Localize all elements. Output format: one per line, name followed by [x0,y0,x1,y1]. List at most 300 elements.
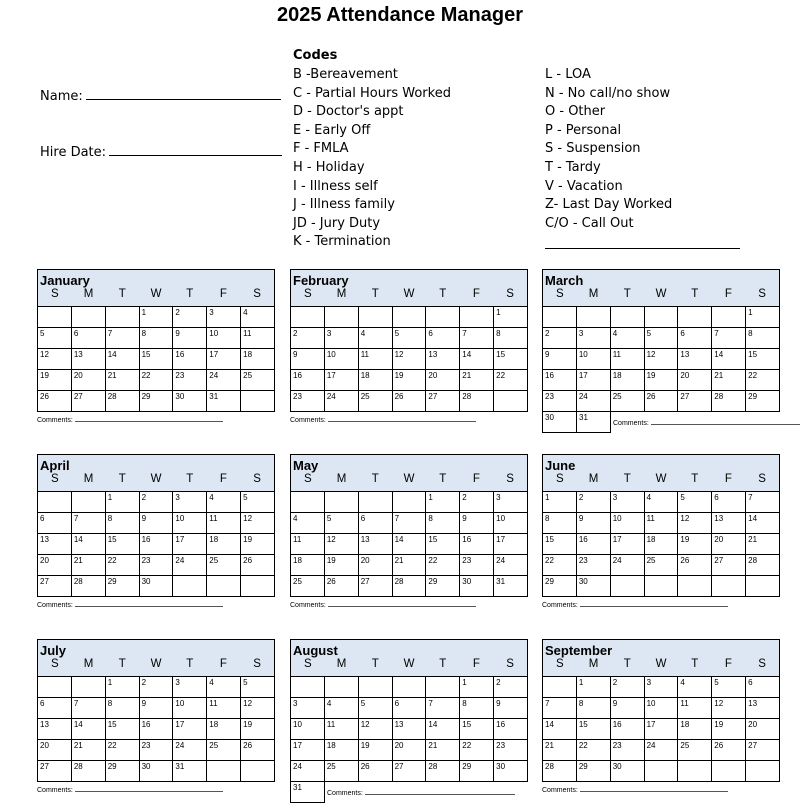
day-cell[interactable] [543,677,577,698]
day-cell[interactable]: 20 [746,719,780,740]
day-cell[interactable]: 13 [38,534,72,555]
day-cell[interactable]: 29 [106,576,140,597]
day-cell[interactable]: 25 [611,391,645,412]
day-cell[interactable]: 15 [426,534,460,555]
day-cell[interactable]: 11 [291,534,325,555]
name-field[interactable] [40,87,281,104]
day-cell[interactable]: 23 [460,555,494,576]
comments-field[interactable] [613,418,800,427]
day-cell[interactable]: 11 [207,513,241,534]
day-cell[interactable] [241,576,275,597]
comments-line[interactable] [75,785,223,792]
day-cell[interactable]: 14 [72,719,106,740]
day-cell[interactable]: 30 [140,761,174,782]
day-cell[interactable]: 2 [543,328,577,349]
day-cell[interactable]: 30 [140,576,174,597]
day-cell[interactable]: 29 [746,391,780,412]
day-cell[interactable]: 10 [494,513,528,534]
day-cell[interactable]: 13 [746,698,780,719]
day-cell[interactable]: 26 [241,740,275,761]
day-cell[interactable]: 13 [359,534,393,555]
day-cell[interactable]: 31 [577,412,611,433]
day-cell[interactable] [577,307,611,328]
day-cell[interactable]: 16 [460,534,494,555]
day-cell[interactable]: 1 [543,492,577,513]
day-cell[interactable]: 24 [291,761,325,782]
day-cell[interactable]: 9 [543,349,577,370]
day-cell[interactable]: 30 [460,576,494,597]
day-cell[interactable]: 1 [106,677,140,698]
day-cell[interactable] [291,307,325,328]
day-cell[interactable] [241,761,275,782]
day-cell[interactable]: 20 [38,740,72,761]
custom-code-line[interactable] [545,248,740,249]
day-cell[interactable]: 23 [140,740,174,761]
day-cell[interactable]: 28 [72,576,106,597]
day-cell[interactable]: 27 [712,555,746,576]
day-cell[interactable]: 17 [577,370,611,391]
day-cell[interactable]: 8 [577,698,611,719]
day-cell[interactable]: 12 [38,349,72,370]
day-cell[interactable]: 9 [460,513,494,534]
day-cell[interactable]: 19 [393,370,427,391]
day-cell[interactable]: 24 [645,740,679,761]
day-cell[interactable]: 25 [241,370,275,391]
day-cell[interactable]: 25 [325,761,359,782]
day-cell[interactable]: 24 [577,391,611,412]
comments-field[interactable] [542,600,780,609]
comments-line[interactable] [580,600,728,607]
day-cell[interactable]: 15 [106,719,140,740]
day-cell[interactable]: 7 [72,698,106,719]
day-cell[interactable]: 25 [291,576,325,597]
day-cell[interactable]: 24 [611,555,645,576]
day-cell[interactable]: 28 [712,391,746,412]
day-cell[interactable]: 19 [241,534,275,555]
day-cell[interactable]: 29 [577,761,611,782]
day-cell[interactable] [712,761,746,782]
day-cell[interactable] [393,492,427,513]
day-cell[interactable]: 15 [746,349,780,370]
day-cell[interactable] [72,492,106,513]
day-cell[interactable]: 19 [359,740,393,761]
day-cell[interactable]: 10 [611,513,645,534]
day-cell[interactable]: 25 [207,740,241,761]
day-cell[interactable]: 23 [140,555,174,576]
day-cell[interactable]: 17 [173,719,207,740]
day-cell[interactable] [72,307,106,328]
day-cell[interactable]: 1 [140,307,174,328]
comments-field[interactable] [290,600,528,609]
day-cell[interactable]: 22 [494,370,528,391]
day-cell[interactable]: 22 [460,740,494,761]
day-cell[interactable]: 27 [359,576,393,597]
day-cell[interactable]: 26 [241,555,275,576]
day-cell[interactable]: 2 [494,677,528,698]
day-cell[interactable]: 17 [291,740,325,761]
day-cell[interactable]: 15 [494,349,528,370]
day-cell[interactable]: 3 [173,492,207,513]
day-cell[interactable]: 26 [645,391,679,412]
day-cell[interactable]: 19 [712,719,746,740]
day-cell[interactable] [359,307,393,328]
comments-line[interactable] [328,415,476,422]
day-cell[interactable]: 8 [106,698,140,719]
day-cell[interactable] [325,677,359,698]
day-cell[interactable]: 8 [746,328,780,349]
day-cell[interactable]: 8 [460,698,494,719]
day-cell[interactable]: 17 [325,370,359,391]
day-cell[interactable]: 12 [241,698,275,719]
day-cell[interactable]: 25 [207,555,241,576]
day-cell[interactable]: 11 [611,349,645,370]
day-cell[interactable]: 24 [207,370,241,391]
day-cell[interactable] [678,576,712,597]
comments-field[interactable] [37,785,275,794]
hire-date-input-line[interactable] [109,143,282,156]
day-cell[interactable]: 18 [241,349,275,370]
day-cell[interactable]: 2 [577,492,611,513]
day-cell[interactable]: 19 [645,370,679,391]
day-cell[interactable]: 19 [241,719,275,740]
day-cell[interactable]: 16 [140,534,174,555]
day-cell[interactable]: 7 [712,328,746,349]
day-cell[interactable]: 19 [325,555,359,576]
day-cell[interactable]: 29 [543,576,577,597]
day-cell[interactable]: 12 [241,513,275,534]
day-cell[interactable]: 5 [38,328,72,349]
day-cell[interactable]: 12 [712,698,746,719]
day-cell[interactable]: 5 [712,677,746,698]
day-cell[interactable]: 9 [291,349,325,370]
day-cell[interactable] [291,677,325,698]
day-cell[interactable]: 21 [72,740,106,761]
day-cell[interactable]: 28 [746,555,780,576]
day-cell[interactable] [460,307,494,328]
day-cell[interactable]: 13 [426,349,460,370]
day-cell[interactable]: 28 [460,391,494,412]
day-cell[interactable] [207,576,241,597]
day-cell[interactable]: 18 [291,555,325,576]
day-cell[interactable]: 21 [543,740,577,761]
day-cell[interactable]: 14 [712,349,746,370]
name-input-line[interactable] [86,87,281,100]
day-cell[interactable]: 7 [746,492,780,513]
day-cell[interactable]: 18 [207,534,241,555]
day-cell[interactable]: 26 [393,391,427,412]
day-cell[interactable]: 27 [72,391,106,412]
day-cell[interactable]: 2 [140,492,174,513]
day-cell[interactable]: 5 [393,328,427,349]
day-cell[interactable] [106,307,140,328]
day-cell[interactable]: 17 [494,534,528,555]
day-cell[interactable]: 21 [426,740,460,761]
day-cell[interactable]: 16 [577,534,611,555]
day-cell[interactable]: 23 [611,740,645,761]
day-cell[interactable]: 3 [207,307,241,328]
day-cell[interactable] [173,576,207,597]
day-cell[interactable]: 8 [140,328,174,349]
day-cell[interactable]: 28 [106,391,140,412]
day-cell[interactable]: 22 [426,555,460,576]
day-cell[interactable]: 27 [426,391,460,412]
day-cell[interactable]: 17 [611,534,645,555]
day-cell[interactable]: 1 [106,492,140,513]
day-cell[interactable]: 18 [325,740,359,761]
day-cell[interactable]: 20 [72,370,106,391]
day-cell[interactable]: 24 [325,391,359,412]
day-cell[interactable]: 9 [577,513,611,534]
day-cell[interactable] [678,761,712,782]
day-cell[interactable]: 26 [359,761,393,782]
day-cell[interactable]: 14 [426,719,460,740]
day-cell[interactable]: 27 [678,391,712,412]
day-cell[interactable]: 9 [140,698,174,719]
day-cell[interactable]: 14 [106,349,140,370]
day-cell[interactable]: 8 [494,328,528,349]
day-cell[interactable]: 14 [460,349,494,370]
day-cell[interactable] [291,492,325,513]
day-cell[interactable]: 6 [393,698,427,719]
day-cell[interactable] [678,307,712,328]
day-cell[interactable]: 9 [173,328,207,349]
day-cell[interactable] [72,677,106,698]
day-cell[interactable]: 8 [106,513,140,534]
day-cell[interactable]: 19 [38,370,72,391]
day-cell[interactable]: 18 [645,534,679,555]
day-cell[interactable]: 24 [173,555,207,576]
day-cell[interactable]: 1 [460,677,494,698]
day-cell[interactable]: 4 [645,492,679,513]
day-cell[interactable]: 23 [291,391,325,412]
comments-line[interactable] [365,788,515,795]
day-cell[interactable]: 15 [577,719,611,740]
day-cell[interactable] [712,576,746,597]
day-cell[interactable]: 3 [291,698,325,719]
day-cell[interactable]: 9 [611,698,645,719]
day-cell[interactable] [426,677,460,698]
day-cell[interactable]: 14 [72,534,106,555]
day-cell[interactable]: 27 [746,740,780,761]
day-cell[interactable]: 6 [38,698,72,719]
day-cell[interactable]: 22 [106,740,140,761]
day-cell[interactable] [426,307,460,328]
comments-field[interactable] [290,415,528,424]
day-cell[interactable]: 9 [494,698,528,719]
day-cell[interactable]: 29 [140,391,174,412]
comments-line[interactable] [651,418,800,425]
day-cell[interactable]: 25 [645,555,679,576]
day-cell[interactable]: 22 [140,370,174,391]
day-cell[interactable]: 10 [291,719,325,740]
day-cell[interactable]: 30 [577,576,611,597]
day-cell[interactable]: 31 [291,782,325,803]
day-cell[interactable]: 2 [140,677,174,698]
day-cell[interactable]: 21 [72,555,106,576]
day-cell[interactable] [38,307,72,328]
day-cell[interactable]: 3 [494,492,528,513]
day-cell[interactable]: 29 [426,576,460,597]
day-cell[interactable]: 27 [393,761,427,782]
day-cell[interactable]: 4 [359,328,393,349]
day-cell[interactable]: 26 [38,391,72,412]
day-cell[interactable]: 30 [611,761,645,782]
day-cell[interactable]: 31 [173,761,207,782]
day-cell[interactable]: 1 [494,307,528,328]
day-cell[interactable]: 28 [72,761,106,782]
day-cell[interactable]: 7 [460,328,494,349]
day-cell[interactable]: 22 [543,555,577,576]
day-cell[interactable]: 22 [746,370,780,391]
day-cell[interactable]: 17 [645,719,679,740]
day-cell[interactable] [712,307,746,328]
day-cell[interactable]: 1 [746,307,780,328]
day-cell[interactable]: 21 [106,370,140,391]
day-cell[interactable]: 16 [611,719,645,740]
day-cell[interactable]: 6 [72,328,106,349]
day-cell[interactable]: 14 [746,513,780,534]
day-cell[interactable]: 30 [494,761,528,782]
day-cell[interactable]: 6 [359,513,393,534]
day-cell[interactable]: 30 [543,412,577,433]
comments-field[interactable] [37,600,275,609]
day-cell[interactable]: 11 [241,328,275,349]
day-cell[interactable]: 3 [611,492,645,513]
day-cell[interactable]: 19 [678,534,712,555]
day-cell[interactable]: 5 [241,492,275,513]
day-cell[interactable]: 13 [393,719,427,740]
day-cell[interactable] [359,492,393,513]
day-cell[interactable]: 6 [426,328,460,349]
day-cell[interactable]: 5 [359,698,393,719]
day-cell[interactable]: 22 [577,740,611,761]
day-cell[interactable]: 1 [577,677,611,698]
comments-line[interactable] [580,785,728,792]
day-cell[interactable]: 4 [291,513,325,534]
day-cell[interactable]: 4 [611,328,645,349]
day-cell[interactable]: 31 [494,576,528,597]
day-cell[interactable]: 13 [678,349,712,370]
day-cell[interactable]: 21 [460,370,494,391]
day-cell[interactable]: 15 [106,534,140,555]
day-cell[interactable] [746,576,780,597]
day-cell[interactable] [38,677,72,698]
day-cell[interactable]: 3 [173,677,207,698]
day-cell[interactable]: 8 [426,513,460,534]
day-cell[interactable]: 10 [207,328,241,349]
day-cell[interactable]: 4 [678,677,712,698]
comments-field[interactable] [37,415,275,424]
day-cell[interactable]: 12 [678,513,712,534]
day-cell[interactable]: 3 [577,328,611,349]
day-cell[interactable]: 20 [712,534,746,555]
day-cell[interactable]: 27 [38,576,72,597]
comments-line[interactable] [75,415,223,422]
day-cell[interactable]: 24 [173,740,207,761]
day-cell[interactable]: 23 [577,555,611,576]
day-cell[interactable]: 14 [543,719,577,740]
comments-line[interactable] [328,600,476,607]
comments-field[interactable] [542,785,780,794]
day-cell[interactable]: 30 [173,391,207,412]
day-cell[interactable]: 28 [543,761,577,782]
day-cell[interactable] [494,391,528,412]
day-cell[interactable]: 5 [645,328,679,349]
day-cell[interactable] [645,761,679,782]
day-cell[interactable]: 4 [325,698,359,719]
day-cell[interactable]: 15 [543,534,577,555]
day-cell[interactable]: 22 [106,555,140,576]
day-cell[interactable] [241,391,275,412]
day-cell[interactable]: 11 [678,698,712,719]
day-cell[interactable] [645,307,679,328]
day-cell[interactable]: 2 [611,677,645,698]
day-cell[interactable]: 16 [494,719,528,740]
day-cell[interactable]: 2 [291,328,325,349]
day-cell[interactable]: 27 [38,761,72,782]
day-cell[interactable] [325,492,359,513]
day-cell[interactable]: 11 [207,698,241,719]
day-cell[interactable]: 20 [678,370,712,391]
day-cell[interactable]: 28 [426,761,460,782]
day-cell[interactable]: 21 [393,555,427,576]
day-cell[interactable]: 6 [38,513,72,534]
day-cell[interactable]: 13 [72,349,106,370]
day-cell[interactable]: 8 [543,513,577,534]
day-cell[interactable]: 20 [359,555,393,576]
day-cell[interactable] [393,677,427,698]
day-cell[interactable]: 11 [359,349,393,370]
day-cell[interactable]: 15 [460,719,494,740]
day-cell[interactable]: 26 [325,576,359,597]
day-cell[interactable]: 4 [207,677,241,698]
day-cell[interactable]: 21 [746,534,780,555]
day-cell[interactable]: 7 [106,328,140,349]
comments-field[interactable] [327,788,515,797]
day-cell[interactable]: 10 [325,349,359,370]
day-cell[interactable]: 3 [325,328,359,349]
day-cell[interactable]: 18 [207,719,241,740]
day-cell[interactable]: 6 [712,492,746,513]
day-cell[interactable]: 13 [712,513,746,534]
day-cell[interactable]: 11 [645,513,679,534]
day-cell[interactable]: 10 [173,513,207,534]
day-cell[interactable]: 20 [393,740,427,761]
day-cell[interactable]: 17 [173,534,207,555]
day-cell[interactable]: 26 [712,740,746,761]
day-cell[interactable]: 25 [359,391,393,412]
day-cell[interactable]: 25 [678,740,712,761]
day-cell[interactable]: 5 [325,513,359,534]
comments-line[interactable] [75,600,223,607]
day-cell[interactable]: 11 [325,719,359,740]
day-cell[interactable]: 16 [543,370,577,391]
day-cell[interactable]: 31 [207,391,241,412]
day-cell[interactable] [543,307,577,328]
day-cell[interactable] [611,307,645,328]
day-cell[interactable]: 3 [645,677,679,698]
day-cell[interactable]: 20 [38,555,72,576]
day-cell[interactable] [746,761,780,782]
day-cell[interactable]: 23 [543,391,577,412]
day-cell[interactable] [645,576,679,597]
day-cell[interactable]: 9 [140,513,174,534]
day-cell[interactable] [359,677,393,698]
day-cell[interactable]: 10 [577,349,611,370]
day-cell[interactable]: 7 [393,513,427,534]
day-cell[interactable]: 23 [494,740,528,761]
day-cell[interactable]: 12 [645,349,679,370]
